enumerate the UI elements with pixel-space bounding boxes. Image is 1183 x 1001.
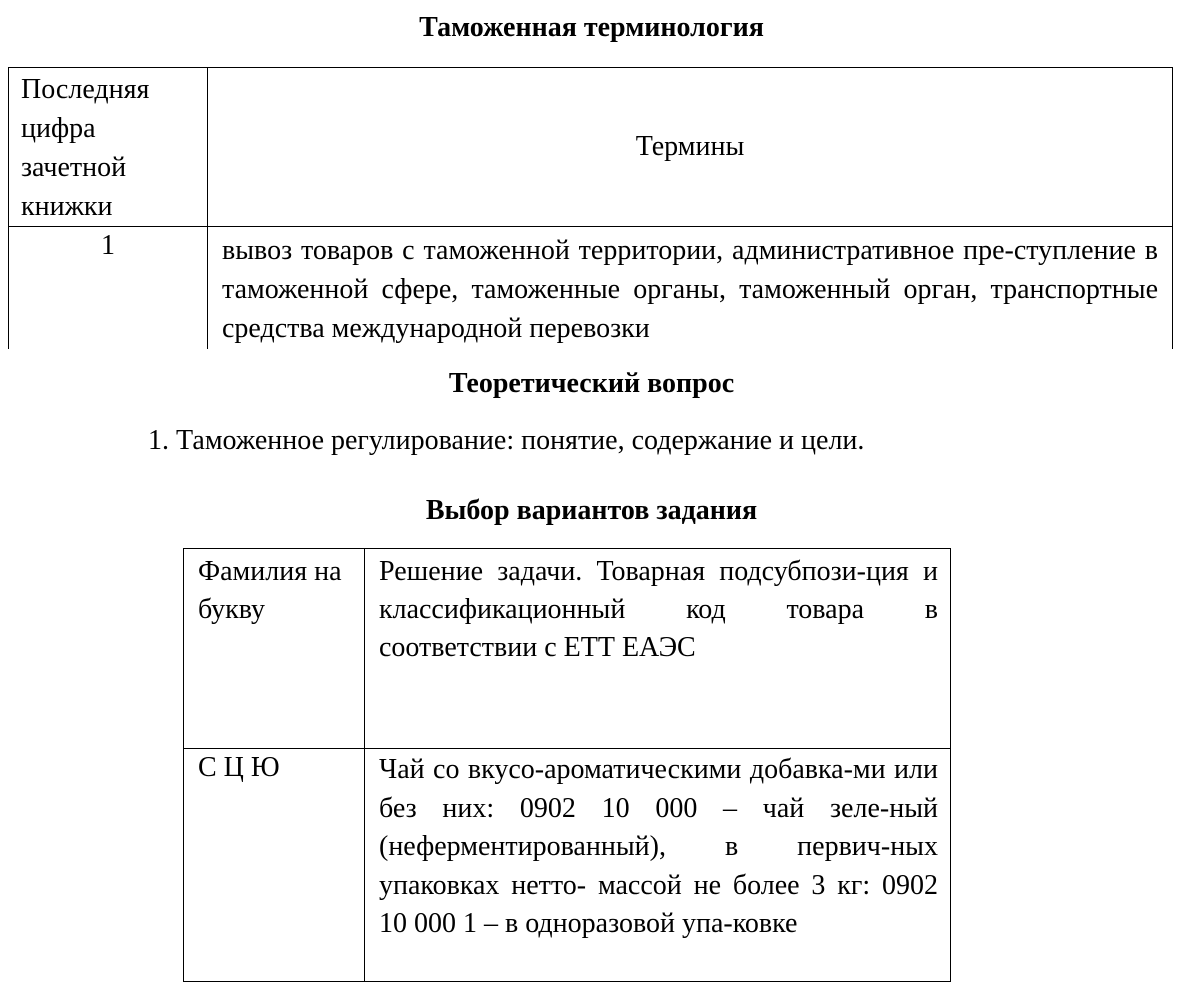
letters-cell: С Ц Ю xyxy=(184,749,365,982)
column-header-digit: Последняя цифра зачетной книжки xyxy=(9,68,208,227)
table-row xyxy=(9,227,1173,350)
terminology-table xyxy=(8,67,1173,349)
section-title-variants: Выбор вариантов задания xyxy=(425,495,758,526)
column-header-task: Решение задачи. Товарная подсубпози-ция и классификационный код товара в соответствии с ЕТТ ЕАЭС xyxy=(365,549,951,749)
section-title-terminology: Таможенная терминология xyxy=(419,12,764,43)
table-row xyxy=(184,749,951,982)
table-header-row xyxy=(184,549,951,749)
digit-cell: 1 xyxy=(9,227,208,350)
section-title-theory: Теоретический вопрос xyxy=(448,368,735,399)
table-header-row xyxy=(9,68,1173,227)
variants-table xyxy=(183,548,951,982)
task-cell: Чай со вкусо-ароматическими добавка-ми или без них: 0902 10 000 – чай зеле-ный (неферментированный), в первич-ных упаковках нетто- массой не более 3 кг: 0902 10 000 1 – в одноразовой упа-ковке xyxy=(365,749,951,982)
terms-cell: вывоз товаров с таможенной территории, административное пре-ступление в таможенной сфере, таможенные органы, таможенный орган, транспортные средства международной перевозки xyxy=(208,227,1173,350)
column-header-letter: Фамилия на букву xyxy=(184,549,365,749)
theory-question: 1. Таможенное регулирование: понятие, содержание и цели. xyxy=(148,425,865,456)
column-header-terms: Термины xyxy=(208,68,1173,227)
